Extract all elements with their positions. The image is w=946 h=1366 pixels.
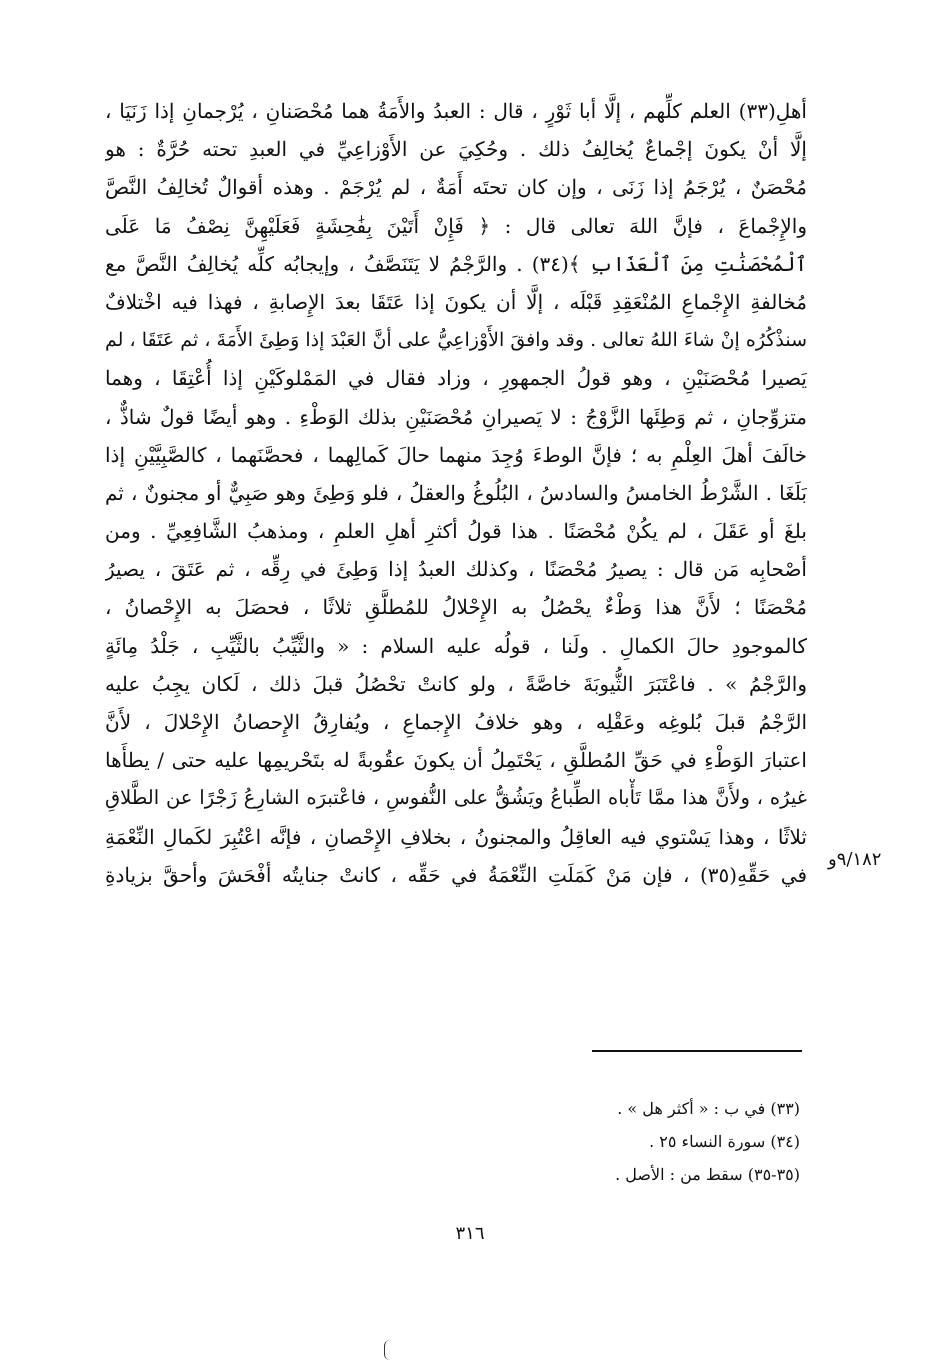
text-line: الرَّجْمُ قبلَ بُلوغِه وعَقْلِه ، وهو خلافُ الإِجماعِ ، ويُفارِقُ الإِحصانُ الإِحْلالَ ، لأَنَّ bbox=[105, 710, 807, 734]
page-number: ٣١٦ bbox=[455, 1223, 485, 1244]
manuscript-folio-reference: ٩/١٨٢و bbox=[828, 849, 882, 870]
text-line: سنذْكُرُه إنْ شاءَ اللهُ تعالى . وقد وافقَ الأَوْزاعِيُّ على أنَّ العَبْدَ إذا وَطِئَ الأَمَةَ ، ثم عَتَقَا ، لم bbox=[105, 329, 807, 352]
text-line: بَلَغَا . الشَّرْطُ الخامسُ والسادسُ ، البُلُوغُ والعقلُ ، فلو وَطِئَ وهو صَبِيٌّ أو مجنونٌ ، ثم bbox=[105, 480, 807, 505]
text-line: بلغَ أو عَقَلَ ، لم يكُنْ مُحْصَنًا . هذا قولُ أكثرِ أهلِ العلمِ ، ومذهبُ الشَّافِعِيِّ . ومن bbox=[105, 519, 807, 544]
text-line: أهلِ(٣٣) العلم كلِّهم ، إلَّا أبا ثَوْرٍ ، قال : العبدُ والأَمَةُ هما مُحْصَنانِ ، يُرْجمانِ إذا زَنَيَا ، bbox=[105, 99, 807, 123]
footnotes bbox=[380, 1092, 800, 1191]
text-line: يَصيرا مُحْصَنَيْنِ ، وهو قولُ الجمهورِ ، وزاد فقال في المَمْلوكَيْنِ إذا أُعْتِقَا ، وهما bbox=[105, 366, 807, 391]
text-line: ٱلْمُحْصَنَٰتِ مِنَ ٱلْعَذَابِ ﴾(٣٤) . والرَّجْمُ لا يَتَنَصَّفُ ، وإيجابُه كلِّه يُخالِفُ النَّصَّ مع bbox=[105, 251, 807, 276]
footnote-separator bbox=[592, 1050, 802, 1052]
text-line: متزوِّجانِ ، ثم وَطِئَها الزَّوْجُ : لا يَصيرانِ مُحْصَنَيْنِ بذلك الوَطْءِ . وهو أيضًا قولٌ شاذٌّ ، bbox=[105, 404, 807, 429]
text-line: خالَفَ أهلَ العِلْمِ به ؛ فإنَّ الوطءَ وُجِدَ منهما حالَ كَمالِهما ، فحصَّنَهما ، كالصَّبِيَّيْنِ إذا bbox=[105, 442, 807, 467]
text-line: كالموجودِ حالَ الكمالِ . ولَنا ، قولُه عليه السلام : « والثَّيِّبُ بالثَّيِّبِ ، جَلْدُ مِائَةٍ bbox=[105, 633, 807, 658]
main-text bbox=[105, 92, 807, 894]
text-line: اعتبارَ الوَطْءِ في حَقِّ المُطلَّقِ ، يَحْتَمِلُ أن يكونَ عقُوبةً له بتَحْريمِها عليه حتى / يطأَها bbox=[105, 748, 807, 773]
text-line: مُخالفةِ الإِجْماعِ المُنْعَقِدِ قَبْلَه ، إلَّا أن يكونَ إذا عَتَقَا بعدَ الإِصابةِ ، فهذا فيه اخْتلافٌ bbox=[105, 289, 807, 314]
footnote: (٣٥-٣٥) سقط من : الأصل . bbox=[615, 1165, 800, 1184]
scan-mark bbox=[384, 1340, 391, 1360]
text-line: أصْحابِه مَن قال : يصيرُ مُحْصَنًا ، وكذلك العبدُ إذا وَطِئَ في رِقِّه ، ثم عَتَقَ ، يصيرُ bbox=[105, 557, 807, 582]
text-line: مُحْصَنٌ ، يُرْجَمُ إذا زَنَى ، وإن كان تحتَه أَمَةٌ ، لم يُرْجَمْ . وهذه أقوالٌ تُخالِفُ النَّصَّ bbox=[105, 175, 807, 200]
text-line: إلَّا أنْ يكونَ إجْماعٌ يُخالِفُ ذلك . وحُكِيَ عن الأَوْزاعِيِّ في العبدِ تحته حُرَّةٌ : هو bbox=[105, 137, 807, 162]
text-line: والإِجْماعَ ، فإنَّ اللهَ تعالى قال : ﴿ فَإِنْ أَتَيْنَ بِفَٰحِشَةٍ فَعَلَيْهِنَّ نِصْفُ مَا عَلَى bbox=[105, 213, 807, 238]
text-line: غيرُه ، ولأَنَّ هذا ممَّا تَأْباه الطِّباعُ ويَشُقُّ على النُّفوسِ ، فاعْتبرَه الشارِعُ زَجْرًا عن الطَّلاقِ bbox=[105, 786, 807, 810]
text-line: في حَقِّهِ(٣٥) ، فإن مَنْ كَمَلَتِ النِّعْمَةُ في حَقِّه ، كانتْ جنايتُه أفْحَشَ وأحقَّ بزيادةِ bbox=[105, 862, 807, 887]
text-line: مُحْصَنًا ؛ لأَنَّ هذا وَطْءٌ يحْصُلُ به الإِحْلالُ للمُطلَّقِ ثلاثًا ، فحصَلَ به الإِحْصانُ ، bbox=[105, 595, 807, 620]
text-line: ثلاثًا ، وهذا يَسْتوي فيه العاقِلُ والمجنونُ ، بخلافِ الإِحْصانِ ، فإنَّه اعْتُبِرَ لكَمالِ النِّعْمَةِ bbox=[105, 824, 807, 849]
text-line: والرَّجْمُ » . فاعْتَبَرَ الثُّيوبَةَ خاصَّةً ، ولو كانتْ تحْصُلُ قبلَ ذلك ، لَكان يجِبُ عليه bbox=[105, 671, 807, 696]
footnote: (٣٣) في ب : « أكثر هل » . bbox=[617, 1099, 800, 1118]
footnote: (٣٤) سورة النساء ٢٥ . bbox=[649, 1132, 800, 1151]
